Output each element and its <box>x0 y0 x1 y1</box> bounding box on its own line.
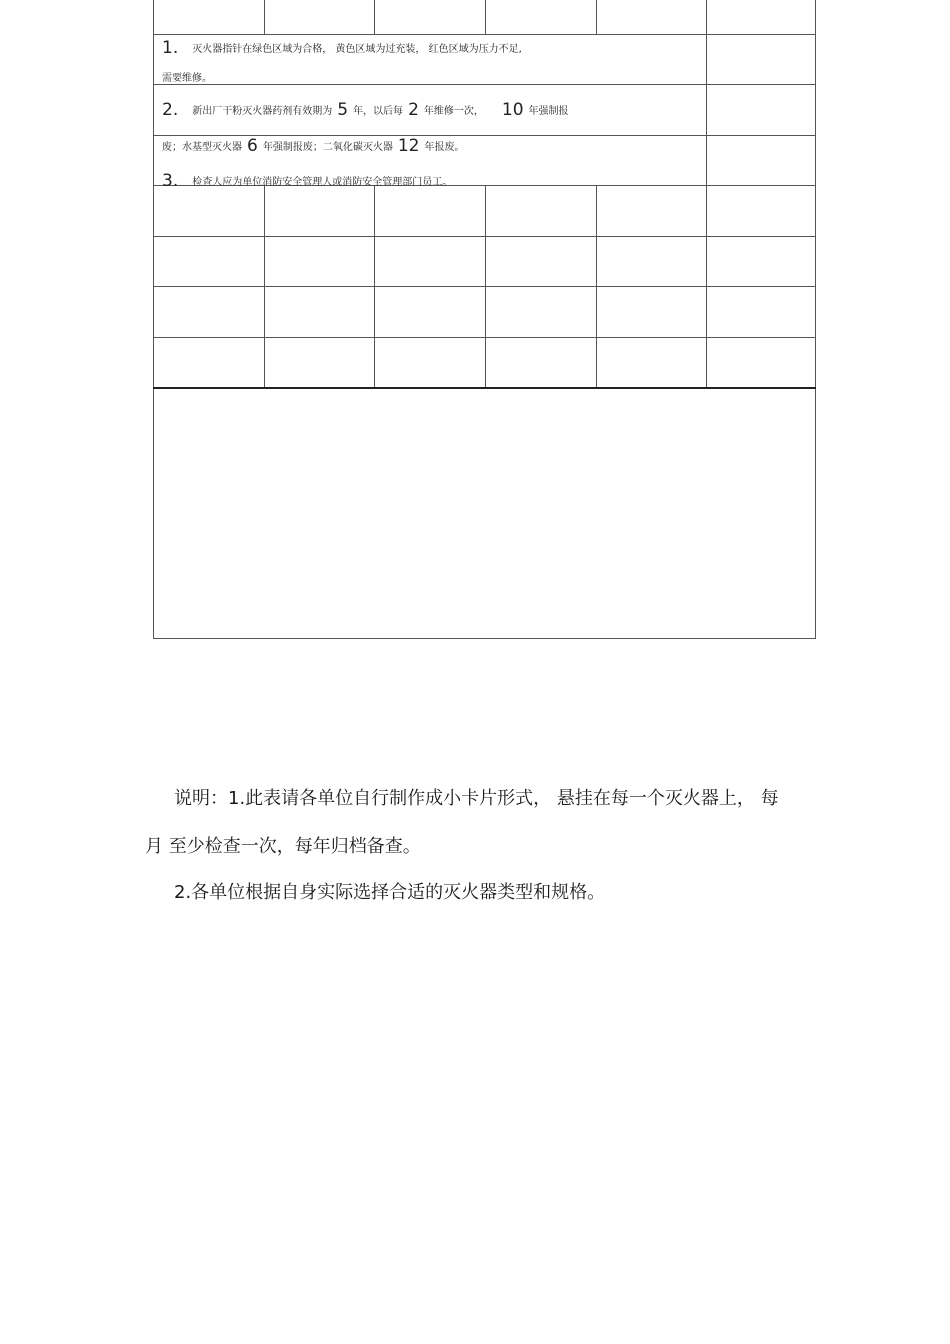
table-column-divider <box>264 0 265 35</box>
note-1 <box>162 40 522 57</box>
note-2 <box>162 102 569 119</box>
note-2-years-scrap: 10 <box>501 100 524 120</box>
note-2-text-e: 废；水基型灭火器 <box>162 142 242 153</box>
note-1-index: 1. <box>162 38 179 58</box>
explanation-line-2: 月 至少检查一次，每年归档备查。 <box>145 836 421 857</box>
table-column-divider <box>596 185 597 388</box>
note-1-continued: 需要维修。 <box>162 73 212 84</box>
note-2-text-a: 新出厂干粉灭火器药剂有效期为 <box>192 106 333 117</box>
note-2-text-g: 年报废。 <box>424 142 465 153</box>
explanation-line-1: 说明：1.此表请各单位自行制作成小卡片形式， 悬挂在每一个灭火器上， 每 <box>174 788 779 809</box>
table-column-divider <box>596 0 597 35</box>
inspection-table <box>153 0 816 388</box>
table-column-divider <box>485 0 486 35</box>
table-column-divider <box>264 185 265 388</box>
remarks-box <box>153 389 816 639</box>
note-3-text: 检查人应为单位消防安全管理人或消防安全管理部门员工。 <box>192 177 453 188</box>
note-2-text-d: 年强制报 <box>528 106 569 117</box>
table-column-divider <box>374 185 375 388</box>
note-2-text-b: 年，以后每 <box>353 106 404 117</box>
note-3 <box>162 173 452 190</box>
table-column-divider <box>374 0 375 35</box>
note-1-text: 灭火器指针在绿色区域为合格， 黄色区域为过充装， 红色区域为压力不足, <box>192 44 522 55</box>
note-2-years-service: 2 <box>408 100 419 120</box>
note-2-years-water: 6 <box>247 136 258 156</box>
note-2-continued <box>162 138 464 155</box>
note-2-text-f: 年强制报废；二氧化碳灭火器 <box>262 142 393 153</box>
note-2-years-co2: 12 <box>397 136 420 156</box>
explanation-line-3: 2.各单位根据自身实际选择合适的灭火器类型和规格。 <box>174 882 606 903</box>
note-2-text-c: 年维修一次， <box>423 106 484 117</box>
table-row-divider <box>154 84 815 85</box>
table-column-divider <box>485 185 486 388</box>
note-3-index: 3. <box>162 171 179 191</box>
table-column-divider <box>706 0 707 388</box>
note-2-index: 2. <box>162 100 179 120</box>
note-2-years-valid: 5 <box>337 100 349 120</box>
